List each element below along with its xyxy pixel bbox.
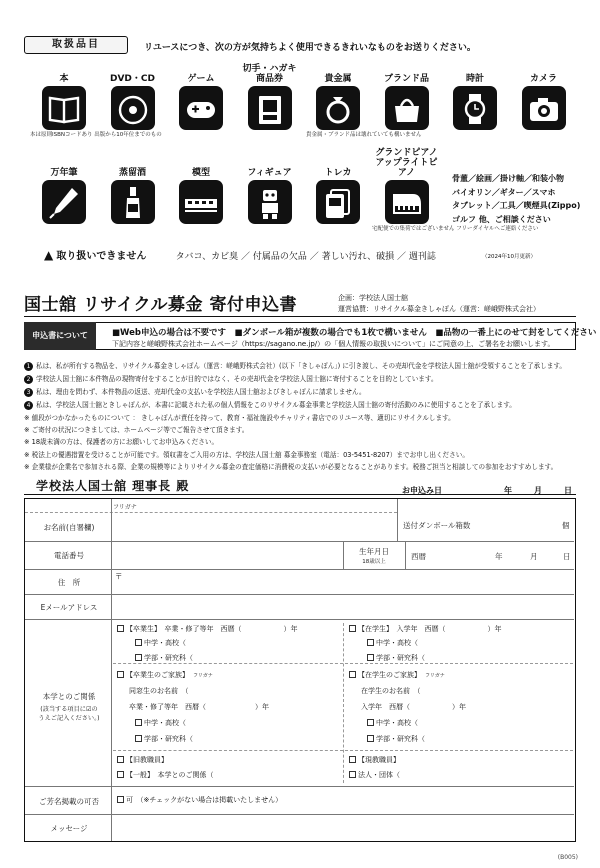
item-camera xyxy=(510,62,578,130)
robot-icon xyxy=(248,180,292,224)
student-univ-label: 学部・研究科（ xyxy=(376,654,425,662)
about-sub: 下記内容と嵯峨野株式会社ホームページ（https://sagano.ne.jp/）の「個人情報の取扱いについて」にご同意の上、ご署名をお願いします。 xyxy=(112,340,555,348)
not-accepted xyxy=(44,247,436,262)
name-display-consent: 可 （※チェックがない場合は掲載いたしません） xyxy=(126,796,283,804)
item-label: DVD・CD xyxy=(110,74,155,84)
item-bottle xyxy=(99,156,167,224)
item-label: カメラ xyxy=(529,74,557,84)
item-pen xyxy=(30,156,98,224)
date-month: 月 xyxy=(534,486,542,495)
student-family-hs-label: 中学・高校（ xyxy=(376,719,418,727)
item-label: 万年筆 xyxy=(50,168,78,178)
page-title: 国士舘 リサイクル募金 寄付申込書 xyxy=(24,295,297,315)
student-family-univ-checkbox[interactable] xyxy=(367,735,374,742)
name-display-label: ご芳名掲載の可否 xyxy=(39,797,99,806)
grad-univ-checkbox[interactable] xyxy=(135,654,142,661)
former-staff-label: 【旧教職員】 xyxy=(126,756,168,764)
grad-univ-label: 学部・研究科（ xyxy=(144,654,193,662)
item-label: グランドピアノ アップライトピアノ xyxy=(375,148,438,178)
birth-year: 年 xyxy=(495,552,503,561)
phone-label: 電話番号 xyxy=(54,551,84,560)
student-checkbox[interactable] xyxy=(349,625,356,632)
piano-note: 宅配便での集荷ではございません フリーダイヤルへご連絡ください xyxy=(372,226,539,232)
boxes-label: 送付ダンボール箱数 xyxy=(403,521,471,530)
item-stamp xyxy=(236,62,304,130)
item-label: 蒸留酒 xyxy=(118,168,146,178)
item-label: 時計 xyxy=(465,74,484,84)
relation-label: 本学とのご関係 xyxy=(42,692,96,701)
grad-hs-label: 中学・高校（ xyxy=(144,639,186,647)
term-2: 学校法人国士舘に本件物品の現物寄付をすることが目的ではなく、その売却代金を学校法人国士舘に寄付することを目的としています。 xyxy=(36,375,438,383)
boxes-input[interactable] xyxy=(495,515,555,537)
bottle-icon xyxy=(111,180,155,224)
pen-icon xyxy=(42,180,86,224)
phone-input[interactable] xyxy=(117,545,337,565)
terms: 1 私は、私が所有する物品を、リサイクル募金きしゃぽん（運営：嵯峨野株式会社）(以下「きしゃぽん」) に引き渡し、その売却代金を学校法人国士舘が受領することを了承します。 2 学校法人国士舘に本件物品の現物寄付をすることが目的ではなく、その売却代金を学校法人国士舘に寄付することを目的としています。 3 私は、理由を問わず、本件物品の返送、売却代金の支払いを学校法人国士舘およびきしゃぽんに請求しません。 4 私は、学校法人国士舘ときしゃぽんが、本書に記載された私の個人情報をこのリサイクル募金事業と学校法人国士舘の寄付活動のみに使用することを了承します。 xyxy=(24,360,580,412)
item-handbag xyxy=(373,62,441,130)
item-label: 模型 xyxy=(191,168,210,178)
items-intro: リユースにつき、次の方が気持ちよく使用できるきれいなものをお送りください。 xyxy=(144,43,476,53)
item-label: 貴金属 xyxy=(324,74,352,84)
email-input[interactable] xyxy=(117,597,567,617)
general-checkbox[interactable] xyxy=(117,771,124,778)
item-watch xyxy=(441,62,509,130)
title-rule xyxy=(24,316,576,317)
item-label: ブランド品 xyxy=(383,74,429,84)
item-gamepad xyxy=(167,62,235,130)
message-label: メッセージ xyxy=(50,824,88,833)
student-label: 【在学生】 入学年 西暦（ ）年 xyxy=(358,625,502,633)
form-code: (B005) xyxy=(557,854,578,861)
date-year: 年 xyxy=(504,486,512,495)
grad-family-label: 【卒業生のご家族】 xyxy=(126,671,189,679)
train-icon xyxy=(179,180,223,224)
item-label: ゲーム xyxy=(187,74,215,84)
grad-label: 【卒業生】 卒業・修了等年 西暦（ ）年 xyxy=(126,625,298,633)
handbag-icon xyxy=(385,86,429,130)
other-items: 骨董／絵画／掛け軸／和装小物 バイオリン／ギター／スマホ タブレット／工具／喫煙具(Zippo) ゴルフ 他、ご相談ください xyxy=(452,174,581,224)
disc-icon xyxy=(111,86,155,130)
student-family-furigana: フリガナ xyxy=(425,673,445,679)
sponsor: 企画：学校法人国士舘 運営協賛：リサイクル募金きしゃぽん（運営：嵯峨野株式会社） xyxy=(338,294,541,313)
update-date: （2024年10月更新） xyxy=(482,254,536,260)
corp-label: 法人・団体（ xyxy=(358,771,400,779)
not-accepted-list: タバコ、カビ臭 ／ 付属品の欠品 ／ 著しい汚れ、破損 ／ 週刊誌 xyxy=(175,252,436,262)
grad-family-furigana: フリガナ xyxy=(193,673,213,679)
name-input[interactable] xyxy=(135,515,385,537)
grad-hs-checkbox[interactable] xyxy=(135,639,142,646)
card-icon xyxy=(316,180,360,224)
precious-note: 貴金属・ブランド品は壊れていても構いません xyxy=(306,132,422,138)
term-1: 私は、私が所有する物品を、リサイクル募金きしゃぽん（運営：嵯峨野株式会社）(以下「きしゃぽん」) に引き渡し、その売却代金を学校法人国士舘が受領することを了承します。 xyxy=(36,362,566,370)
note-1: ※ 値段がつかなかったものについて ： きしゃぽんが責任を持って、教育・福祉施設やチャリティ書店でのリユース等、適切にリサイクルします。 xyxy=(24,414,455,422)
book-note: 本は原則ISBNコードあり 出版から10年位までのもの xyxy=(30,132,162,138)
notes xyxy=(24,412,584,473)
name-label: お名前(自署欄) xyxy=(43,523,95,532)
item-label: 切手・ハガキ 商品券 xyxy=(242,64,297,84)
former-staff-checkbox[interactable] xyxy=(117,756,124,763)
current-staff-label: 【現教職員】 xyxy=(358,756,400,764)
item-robot xyxy=(236,156,304,224)
address-label: 住 所 xyxy=(57,578,81,587)
grad-checkbox[interactable] xyxy=(117,625,124,632)
term-3: 私は、理由を問わず、本件物品の返送、売却代金の支払いを学校法人国士舘およびきしゃぽんに請求しません。 xyxy=(36,388,366,396)
item-card xyxy=(304,156,372,224)
about-main: ■Web申込の場合は不要です ■ダンボール箱が複数の場合でも1枚で構いません ■品物の一番上にのせて封をしてください xyxy=(112,328,597,338)
birth-note: 18歳以上 xyxy=(362,559,386,565)
boxes-unit: 個 xyxy=(562,521,570,530)
grad-family-hs-label: 中学・高校（ xyxy=(144,719,186,727)
message-input[interactable] xyxy=(117,817,567,837)
relation-note: (該当する項目に☑の うえご記入ください。) xyxy=(38,706,100,722)
item-label: トレカ xyxy=(324,168,352,178)
birth-label: 生年月日 xyxy=(359,547,389,556)
furigana-label: フリガナ xyxy=(113,504,137,511)
grad-family-hs-checkbox[interactable] xyxy=(135,719,142,726)
application-form xyxy=(24,498,576,842)
note-5: ※ 企業様が企業名で参加される際、企業の規模等によりリサイクル募金の査定価格に消費税の支払いが必要となることがあります。税務ご担当と相談しての参加をおすすめします。 xyxy=(24,462,558,471)
book-icon xyxy=(42,86,86,130)
warning-icon: ▲ xyxy=(44,248,54,262)
camera-icon xyxy=(522,86,566,130)
item-ring xyxy=(304,62,372,130)
birth-month: 月 xyxy=(530,552,538,561)
birth-era: 西暦 xyxy=(411,552,426,561)
student-hs-checkbox[interactable] xyxy=(367,639,374,646)
student-family-year: 入学年 西暦（ ）年 xyxy=(361,703,466,711)
note-3: ※ 18歳未満の方は、保護者の方にお願いしてお申込みください。 xyxy=(24,438,219,447)
addressee: 学校法人国士舘 理事長 殿 xyxy=(36,479,190,493)
grad-family-year: 卒業・修了等年 西暦（ ）年 xyxy=(129,703,269,711)
ring-icon xyxy=(316,86,360,130)
email-label: Eメールアドレス xyxy=(40,603,98,612)
note-4: ※ 税法上の優遇措置を受けることが可能です。領収書をご入用の方は、学校法人国士舘 募金事務室（電話：03-5451-8207）までお申し出ください。 xyxy=(24,450,469,459)
student-univ-checkbox[interactable] xyxy=(367,654,374,661)
item-label: 本 xyxy=(59,74,69,84)
student-family-hs-checkbox[interactable] xyxy=(367,719,374,726)
note-2: ※ ご寄付の状況につきましては、ホームページ等でご報告させて頂きます。 xyxy=(24,426,249,435)
grad-family-univ-checkbox[interactable] xyxy=(135,735,142,742)
student-family-label: 【在学生のご家族】 xyxy=(358,671,421,679)
item-train xyxy=(167,156,235,224)
application-date xyxy=(402,485,572,496)
current-staff-checkbox[interactable] xyxy=(349,756,356,763)
stamp-icon xyxy=(248,86,292,130)
grad-family-univ-label: 学部・研究科（ xyxy=(144,735,193,743)
corp-checkbox[interactable] xyxy=(349,771,356,778)
piano-icon xyxy=(385,180,429,224)
date-day: 日 xyxy=(564,486,572,495)
name-display-checkbox[interactable] xyxy=(117,796,124,803)
address-input[interactable] xyxy=(125,571,565,591)
grad-family-checkbox[interactable] xyxy=(117,671,124,678)
gamepad-icon xyxy=(179,86,223,130)
postal-mark: 〒 xyxy=(115,572,123,581)
grad-family-name: 同窓生のお名前 （ xyxy=(129,687,189,695)
item-label: フィギュア xyxy=(247,168,292,178)
date-label: お申込み日 xyxy=(402,486,442,495)
watch-icon xyxy=(453,86,497,130)
birth-day: 日 xyxy=(563,552,571,561)
general-label: 【一般】 本学とのご関係（ xyxy=(126,771,214,779)
student-family-checkbox[interactable] xyxy=(349,671,356,678)
student-hs-label: 中学・高校（ xyxy=(376,639,418,647)
item-piano xyxy=(373,148,441,224)
about-label: 申込書について xyxy=(24,322,96,350)
student-family-name: 在学生のお名前 （ xyxy=(361,687,421,695)
term-4: 私は、学校法人国士舘ときしゃぽんが、本書に記載された私の個人情報をこのリサイクル募金事業と学校法人国士舘の寄付活動のみに使用することを了承します。 xyxy=(36,401,516,409)
not-accepted-label: 取り扱いできません xyxy=(56,251,147,262)
item-book xyxy=(30,62,98,130)
item-disc xyxy=(99,62,167,130)
section-label-items: 取扱品目 xyxy=(24,36,128,54)
student-family-univ-label: 学部・研究科（ xyxy=(376,735,425,743)
